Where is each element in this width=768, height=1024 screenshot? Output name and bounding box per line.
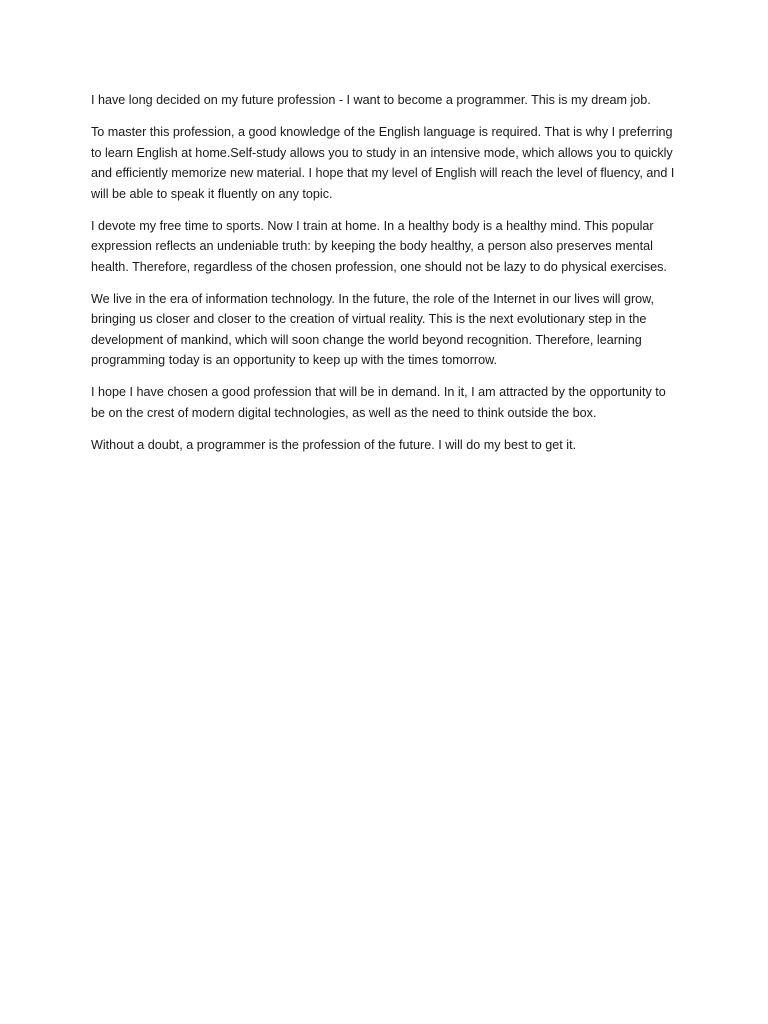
paragraph-6: Without a doubt, a programmer is the profession of the future. I will do my best to get it. [91, 437, 577, 452]
document-body [91, 90, 681, 467]
paragraph-4: We live in the era of information technology. In the future, the role of the Internet in our lives will grow, bringing us closer and closer to the creation of virtual reality. This is the next evolutionary step in the development of mankind, which will soon change the world beyond recognition. Therefore, learning programming today is an opportunity to keep up with the times tomorrow. [91, 291, 655, 367]
paragraph-3: I devote my free time to sports. Now I train at home. In a healthy body is a healthy mind. This popular expression reflects an undeniable truth: by keeping the body healthy, a person also preserves mental health. Therefore, regardless of the chosen profession, one should not be lazy to do physical exercises. [91, 218, 667, 274]
paragraph-2: To master this profession, a good knowledge of the English language is required. That is why I preferring to learn English at home.Self-study allows you to study in an intensive mode, which allows you to quickly and efficiently memorize new material. I hope that my level of English will reach the level of fluency, and I will be able to speak it fluently on any topic. [91, 125, 675, 201]
paragraph-1: I have long decided on my future profession - I want to become a programmer. This is my dream job. [91, 93, 651, 107]
paragraph-5: I hope I have chosen a good profession that will be in demand. In it, I am attracted by the opportunity to be on the crest of modern digital technologies, as well as the need to think outside the box. [91, 385, 666, 420]
